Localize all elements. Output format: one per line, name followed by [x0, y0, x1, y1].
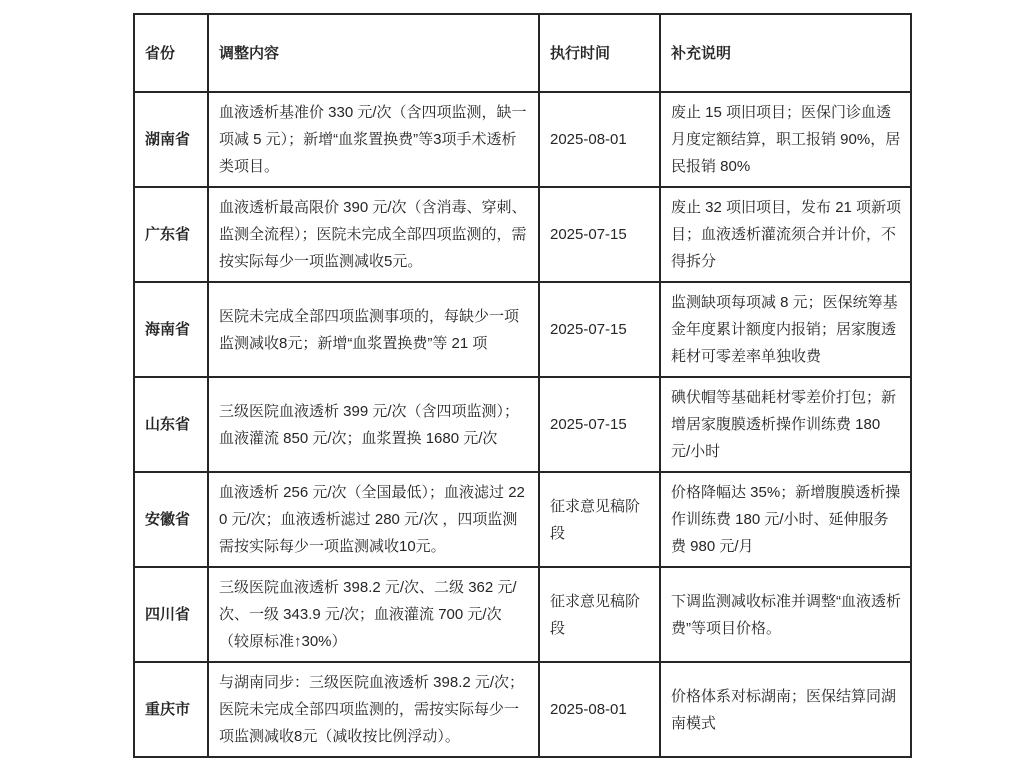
province-cell: 四川省 [134, 567, 208, 662]
table-row-hunan [134, 92, 911, 187]
content-cell: 与湖南同步：三级医院血液透析 398.2 元/次；医院未完成全部四项监测的，需按实际每少一项监测减收8元（减收按比例浮动）。 [208, 662, 539, 757]
time-cell: 2025-07-15 [539, 187, 660, 282]
table-row-chongqing [134, 662, 911, 757]
content-cell: 血液透析 256 元/次（全国最低）；血液滤过 220 元/次；血液透析滤过 280 元/次 ，四项监测需按实际每少一项监测减收10元。 [208, 472, 539, 567]
content-cell: 三级医院血液透析 398.2 元/次、二级 362 元/次、一级 343.9 元/次；血液灌流 700 元/次（较原标准↑30%） [208, 567, 539, 662]
table-row-hainan [134, 282, 911, 377]
header-province: 省份 [134, 14, 208, 92]
content-cell: 医院未完成全部四项监测事项的，每缺少一项监测减收8元；新增“血浆置换费”等 21 项 [208, 282, 539, 377]
notes-cell: 废止 15 项旧项目；医保门诊血透月度定额结算，职工报销 90%，居民报销 80% [660, 92, 911, 187]
time-cell: 2025-07-15 [539, 377, 660, 472]
province-cell: 广东省 [134, 187, 208, 282]
time-cell: 2025-07-15 [539, 282, 660, 377]
notes-cell: 价格体系对标湖南；医保结算同湖南模式 [660, 662, 911, 757]
table-row-sichuan [134, 567, 911, 662]
time-cell: 征求意见稿阶段 [539, 472, 660, 567]
time-cell: 征求意见稿阶段 [539, 567, 660, 662]
time-cell: 2025-08-01 [539, 92, 660, 187]
time-cell: 2025-08-01 [539, 662, 660, 757]
table-row-shandong [134, 377, 911, 472]
province-cell: 海南省 [134, 282, 208, 377]
notes-cell: 废止 32 项旧项目，发布 21 项新项目；血液透析灌流须合并计价，不得拆分 [660, 187, 911, 282]
notes-cell: 碘伏帽等基础耗材零差价打包；新增居家腹膜透析操作训练费 180 元/小时 [660, 377, 911, 472]
province-cell: 湖南省 [134, 92, 208, 187]
table-row-anhui [134, 472, 911, 567]
province-cell: 山东省 [134, 377, 208, 472]
content-cell: 血液透析最高限价 390 元/次（含消毒、穿刺、监测全流程）；医院未完成全部四项监测的，需按实际每少一项监测减收5元。 [208, 187, 539, 282]
content-cell: 三级医院血液透析 399 元/次（含四项监测）；血液灌流 850 元/次；血浆置换 1680 元/次 [208, 377, 539, 472]
notes-cell: 价格降幅达 35%；新增腹膜透析操作训练费 180 元/小时、延伸服务费 980 元/月 [660, 472, 911, 567]
header-time: 执行时间 [539, 14, 660, 92]
province-cell: 安徽省 [134, 472, 208, 567]
province-cell: 重庆市 [134, 662, 208, 757]
notes-cell: 下调监测减收标准并调整“血液透析费”等项目价格。 [660, 567, 911, 662]
content-cell: 血液透析基准价 330 元/次（含四项监测，缺一项减 5 元）；新增“血浆置换费”等3项手术透析类项目。 [208, 92, 539, 187]
dialysis-price-adjustment-table [133, 13, 912, 758]
header-row [134, 14, 911, 92]
table-row-guangdong [134, 187, 911, 282]
header-notes: 补充说明 [660, 14, 911, 92]
notes-cell: 监测缺项每项减 8 元；医保统筹基金年度累计额度内报销；居家腹透耗材可零差率单独收费 [660, 282, 911, 377]
header-content: 调整内容 [208, 14, 539, 92]
